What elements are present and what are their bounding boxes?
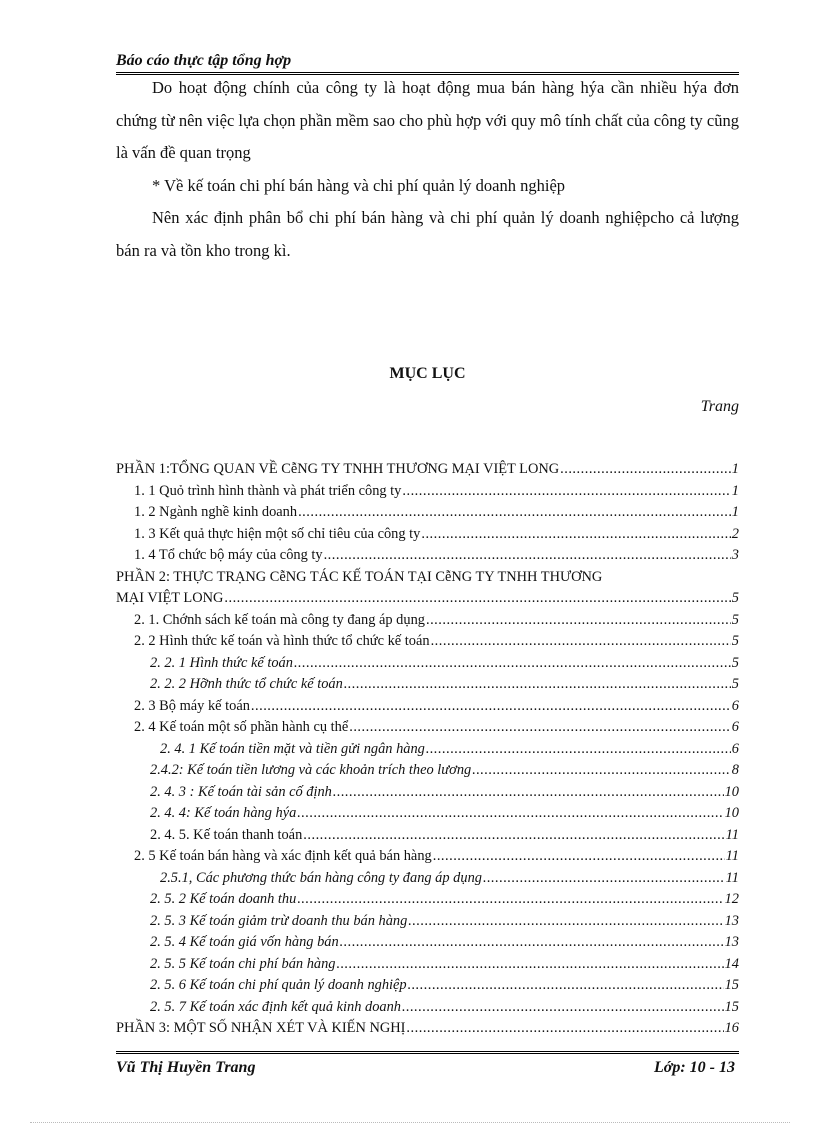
toc-entry[interactable]: 2. 5. 4 Kế toán giá vốn hàng bán ..... 13 [116, 932, 739, 954]
toc-entry[interactable]: PHẦN 2: THỰC TRẠNG CễNG TÁC KẾ TOÁN TẠI CễNG TY TNHH THƯƠNG MẠI VIỆT LONG ..... 5 [116, 567, 739, 610]
toc-entry[interactable]: 2. 2. 2 Hỡnh thức tổ chức kế toán ..... 5 [116, 674, 739, 696]
toc-entry[interactable]: 1. 4 Tổ chức bộ máy của công ty ..... 3 [116, 545, 739, 567]
toc-entry[interactable]: PHẦN 1:TỔNG QUAN VỀ CễNG TY TNHH THƯƠNG MẠI VIỆT LONG ..... 1 [116, 459, 739, 481]
toc-entry[interactable]: 2. 5. 7 Kế toán xác định kết quả kinh doanh ..... 15 [116, 997, 739, 1019]
page-footer [116, 1051, 739, 1084]
header-title: Báo cáo thực tập tổng hợp [116, 52, 292, 69]
toc-entry[interactable]: 2. 4. 3 : Kế toán tài sản cố định ..... 10 [116, 782, 739, 804]
toc-entry[interactable]: 2. 5. 2 Kế toán doanh thu ..... 12 [116, 889, 739, 911]
toc-entry[interactable]: 2. 2. 1 Hình thức kế toán ..... 5 [116, 653, 739, 675]
footer-author: Vũ Thị Huyền Trang [116, 1059, 256, 1076]
footer-class: Lớp: 10 - 13 [653, 1059, 735, 1076]
toc-entry[interactable]: 1. 1 Quỏ trình hình thành và phát triển công ty ..... 1 [116, 481, 739, 503]
paragraph: Do hoạt động chính của công ty là hoạt động mua bán hàng hýa cần nhiều hýa đơn chứng từ nên việc lựa chọn phần mềm sao cho phù hợp với quy mô tính chất của công ty cũng là vấn đề quan trọng [116, 78, 739, 162]
toc-entry[interactable]: 2.4.2: Kế toán tiền lương và các khoản trích theo lương ..... 8 [116, 760, 739, 782]
toc-entry[interactable]: 2. 4. 4: Kế toán hàng hýa ..... 10 [116, 803, 739, 825]
body-text [116, 72, 739, 267]
toc-entry[interactable]: 2. 1. Chớnh sách kế toán mà công ty đang áp dụng ..... 5 [116, 610, 739, 632]
toc-entry[interactable]: PHẦN 3: MỘT SỐ NHẬN XÉT VÀ KIẾN NGHỊ ..... 16 [116, 1018, 739, 1040]
toc-entry[interactable]: 2. 4. 1 Kế toán tiền mặt và tiền gửi ngân hàng ..... 6 [116, 739, 739, 761]
paragraph: * Về kế toán chi phí bán hàng và chi phí quản lý doanh nghiệp [152, 175, 566, 195]
toc-page-label: Trang [700, 398, 739, 415]
toc-entry[interactable]: 2. 2 Hình thức kế toán và hình thức tổ chức kế toán ..... 5 [116, 631, 739, 653]
toc-title: MỤC LỤC [389, 365, 466, 382]
toc-entry[interactable]: 2. 5. 3 Kế toán giảm trừ doanh thu bán hàng ..... 13 [116, 911, 739, 933]
paragraph: Nên xác định phân bổ chi phí bán hàng và chi phí quản lý doanh nghiệpcho cả lượng bán ra và tồn kho trong kì. [116, 208, 739, 260]
toc-entry[interactable]: 2. 4. 5. Kế toán thanh toán ..... 11 [116, 825, 739, 847]
toc-entry[interactable]: 2. 5 Kế toán bán hàng và xác định kết quả bán hàng ..... 11 [116, 846, 739, 868]
toc-entry[interactable]: 2. 4 Kế toán một số phần hành cụ thể ..... 6 [116, 717, 739, 739]
toc-entry[interactable]: 2.5.1, Các phương thức bán hàng công ty đang áp dụng ..... 11 [116, 868, 739, 890]
toc-entry[interactable]: 2. 5. 5 Kế toán chi phí bán hàng ..... 14 [116, 954, 739, 976]
toc-entry[interactable]: 1. 3 Kết quả thực hiện một số chỉ tiêu của công ty ..... 2 [116, 524, 739, 546]
toc-entry[interactable]: 2. 5. 6 Kế toán chi phí quản lý doanh nghiệp ..... 15 [116, 975, 739, 997]
toc-entry[interactable]: 1. 2 Ngành nghề kinh doanh ..... 1 [116, 502, 739, 524]
toc-entry[interactable]: 2. 3 Bộ máy kế toán ..... 6 [116, 696, 739, 718]
table-of-contents [116, 459, 739, 1040]
